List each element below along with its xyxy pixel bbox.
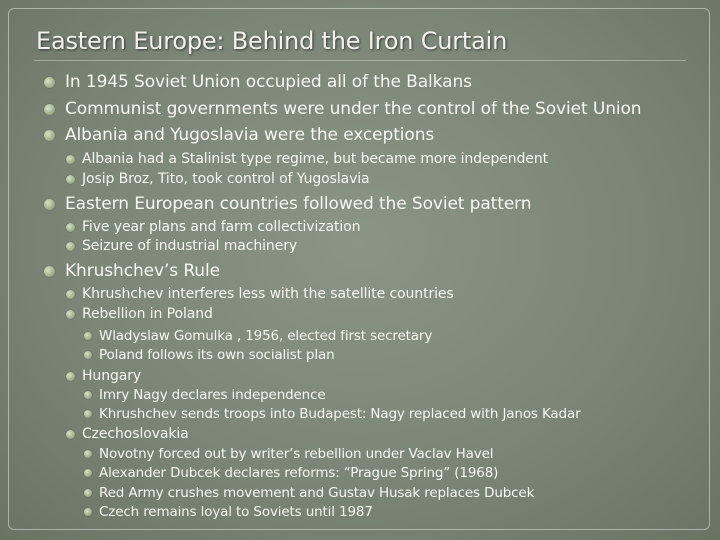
bullet-item xyxy=(44,99,641,119)
bullet-item xyxy=(66,238,297,254)
bullet-text: Seizure of industrial machinery xyxy=(82,238,298,254)
bullet-icon xyxy=(84,450,92,458)
bullet-text: In 1945 Soviet Union occupied all of the Balkans xyxy=(65,72,472,92)
bullet-text: Khrushchev sends troops into Budapest: Nagy replaced with Janos Kadar xyxy=(99,406,581,422)
bullet-icon xyxy=(44,266,55,277)
bullet-icon xyxy=(84,410,92,418)
bullet-text: Wladyslaw Gomulka , 1956, elected first secretary xyxy=(99,328,433,344)
bullet-icon xyxy=(84,332,92,340)
bullet-text: Khrushchev interferes less with the satellite countries xyxy=(82,286,454,302)
bullet-icon xyxy=(66,223,75,232)
bullet-icon xyxy=(66,290,75,299)
bullet-text: Red Army crushes movement and Gustav Husak replaces Dubcek xyxy=(99,485,535,501)
bullet-text: Albania and Yugoslavia were the exceptions xyxy=(65,125,435,145)
bullet-item xyxy=(84,387,326,403)
bullet-item xyxy=(84,504,373,520)
bullet-text: Hungary xyxy=(82,368,142,384)
bullet-text: Josip Broz, Tito, took control of Yugoslavia xyxy=(82,171,370,187)
bullet-text: Czechoslovakia xyxy=(82,426,189,442)
bullet-item xyxy=(44,125,434,145)
bullet-text: Czech remains loyal to Soviets until 1987 xyxy=(99,504,373,520)
bullet-item xyxy=(84,465,498,481)
bullet-icon xyxy=(84,508,92,516)
bullet-text: Alexander Dubcek declares reforms: “Prague Spring” (1968) xyxy=(99,465,499,481)
bullet-text: Imry Nagy declares independence xyxy=(99,387,326,403)
bullet-item xyxy=(84,328,432,344)
bullet-icon xyxy=(84,469,92,477)
bullet-icon xyxy=(84,391,92,399)
bullet-icon xyxy=(44,130,55,141)
bullet-icon xyxy=(44,104,55,115)
bullet-text: Eastern European countries followed the Soviet pattern xyxy=(65,194,532,214)
bullet-icon xyxy=(84,351,92,359)
bullet-icon xyxy=(84,489,92,497)
bullet-item xyxy=(66,151,548,167)
bullet-item xyxy=(44,261,220,281)
bullet-icon xyxy=(66,430,75,439)
bullet-text: Five year plans and farm collectivization xyxy=(82,219,361,235)
bullet-item xyxy=(44,72,472,92)
bullet-item xyxy=(66,219,360,235)
bullet-icon xyxy=(66,310,75,319)
bullet-item xyxy=(66,171,370,187)
title-divider xyxy=(34,60,686,61)
bullet-icon xyxy=(66,242,75,251)
bullet-icon xyxy=(44,77,55,88)
bullet-item xyxy=(66,306,213,322)
bullet-item xyxy=(84,485,534,501)
bullet-text: Novotny forced out by writer’s rebellion under Vaclav Havel xyxy=(99,446,494,462)
bullet-text: Rebellion in Poland xyxy=(82,306,213,322)
bullet-icon xyxy=(66,372,75,381)
bullet-item xyxy=(84,406,581,422)
bullet-item xyxy=(84,446,493,462)
slide-title: Eastern Europe: Behind the Iron Curtain xyxy=(36,27,508,55)
bullet-item xyxy=(84,347,334,363)
bullet-text: Khrushchev’s Rule xyxy=(65,261,220,281)
bullet-text: Poland follows its own socialist plan xyxy=(99,347,335,363)
bullet-icon xyxy=(44,199,55,210)
bullet-icon xyxy=(66,175,75,184)
bullet-item xyxy=(44,194,531,214)
bullet-icon xyxy=(66,155,75,164)
bullet-item xyxy=(66,426,189,442)
bullet-item xyxy=(66,368,141,384)
bullet-item xyxy=(66,286,454,302)
bullet-text: Communist governments were under the control of the Soviet Union xyxy=(65,99,642,119)
bullet-text: Albania had a Stalinist type regime, but became more independent xyxy=(82,151,548,167)
